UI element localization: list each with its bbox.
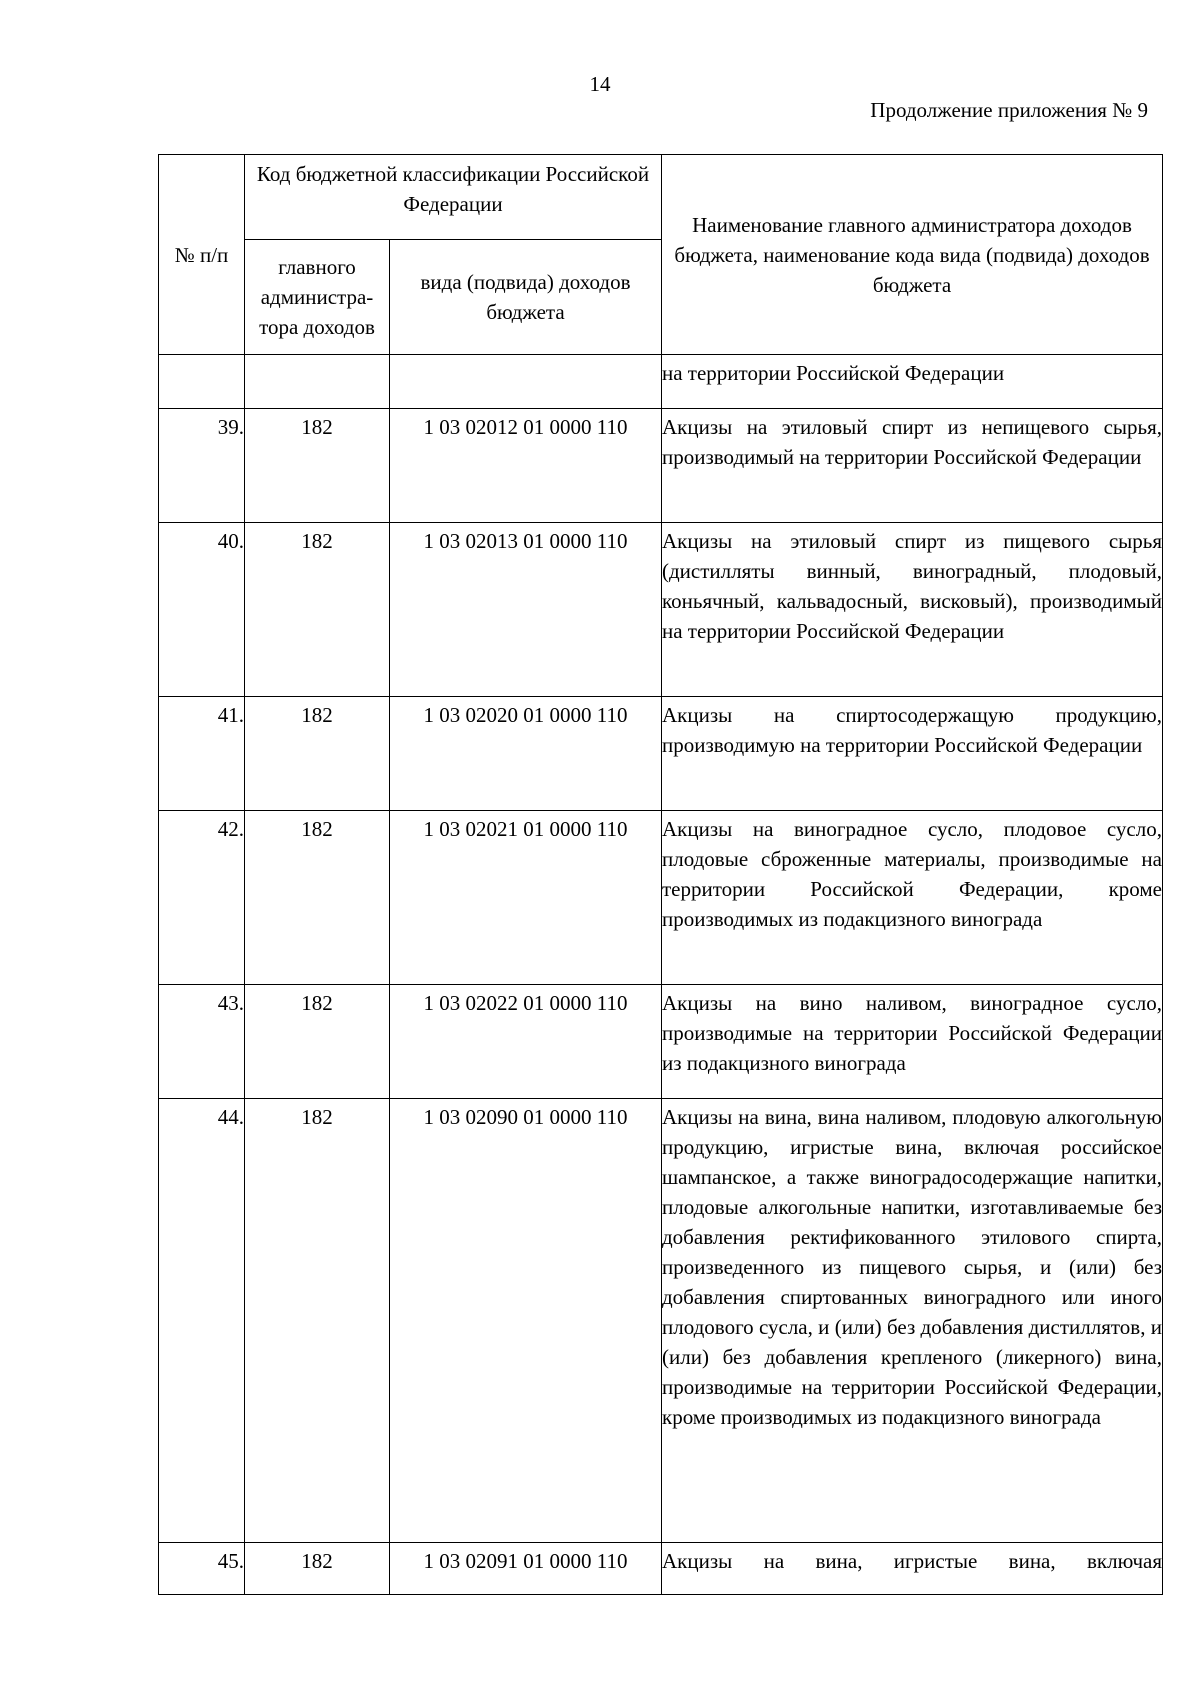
cell-name: Акцизы на вина, игристые вина, включая <box>662 1543 1163 1595</box>
header-code: вида (подвида) доходов бюджета <box>390 240 662 355</box>
cell-num: 44. <box>159 1099 245 1543</box>
cell-num: 40. <box>159 523 245 697</box>
cell-admin: 182 <box>245 409 390 523</box>
continuation-label: Продолжение приложения № 9 <box>870 98 1148 122</box>
cell-name: Акцизы на этиловый спирт из непищевого сырья, производимый на территории Российской Федерации <box>662 409 1163 523</box>
page-number: 14 <box>589 72 611 96</box>
header-admin: главного администра-тора доходов <box>245 240 390 355</box>
cell-code: 1 03 02013 01 0000 110 <box>390 523 662 697</box>
cell-code: 1 03 02090 01 0000 110 <box>390 1099 662 1543</box>
table-row <box>159 697 1163 811</box>
cell-code: 1 03 02012 01 0000 110 <box>390 409 662 523</box>
cell-name: Акцизы на спиртосодержащую продукцию, производимую на территории Российской Федерации <box>662 697 1163 811</box>
cell-num: 42. <box>159 811 245 985</box>
cell-name: на территории Российской Федерации <box>662 355 1163 409</box>
cell-name: Акцизы на вина, вина наливом, плодовую алкогольную продукцию, игристые вина, включая российское шампанское, а также виноградосодержащие напитки, плодовые алкогольные напитки, изготавливаемые без добавления ректификованного этилового спирта, произведенного из пищевого сырья, и (или) без добавления спиртованных виноградного или иного плодового сусла, и (или) без добавления дистиллятов, и (или) без добавления крепленого (ликерного) вина, производимые на территории Российской Федерации, кроме производимых из подакцизного винограда <box>662 1099 1163 1543</box>
header-num: № п/п <box>159 155 245 355</box>
cell-num: 45. <box>159 1543 245 1595</box>
header-kbk-group: Код бюджетной классификации Российской Федерации <box>245 155 662 240</box>
table-row <box>159 355 1163 409</box>
cell-name: Акцизы на вино наливом, виноградное сусло, производимые на территории Российской Федерации из подакцизного винограда <box>662 985 1163 1099</box>
cell-name: Акцизы на этиловый спирт из пищевого сырья (дистилляты винный, виноградный, плодовый, коньячный, кальвадосный, висковый), производимый на территории Российской Федерации <box>662 523 1163 697</box>
table-row <box>159 1543 1163 1595</box>
table-row <box>159 409 1163 523</box>
cell-code: 1 03 02021 01 0000 110 <box>390 811 662 985</box>
table-row <box>159 811 1163 985</box>
budget-classification-table <box>158 154 1163 1595</box>
cell-admin: 182 <box>245 1543 390 1595</box>
table-row <box>159 985 1163 1099</box>
table-row <box>159 523 1163 697</box>
cell-code: 1 03 02022 01 0000 110 <box>390 985 662 1099</box>
cell-num: 43. <box>159 985 245 1099</box>
cell-admin: 182 <box>245 523 390 697</box>
cell-num: 41. <box>159 697 245 811</box>
cell-admin: 182 <box>245 811 390 985</box>
cell-num: 39. <box>159 409 245 523</box>
cell-code: 1 03 02020 01 0000 110 <box>390 697 662 811</box>
cell-code: 1 03 02091 01 0000 110 <box>390 1543 662 1595</box>
cell-num <box>159 355 245 409</box>
cell-admin: 182 <box>245 985 390 1099</box>
cell-code <box>390 355 662 409</box>
cell-admin <box>245 355 390 409</box>
table-header-row <box>159 155 1163 240</box>
table-row <box>159 1099 1163 1543</box>
header-name: Наименование главного администратора доходов бюджета, наименование кода вида (подвида) доходов бюджета <box>662 155 1163 355</box>
cell-admin: 182 <box>245 1099 390 1543</box>
cell-name: Акцизы на виноградное сусло, плодовое сусло, плодовые сброженные материалы, производимые на территории Российской Федерации, кроме производимых из подакцизного винограда <box>662 811 1163 985</box>
cell-admin: 182 <box>245 697 390 811</box>
